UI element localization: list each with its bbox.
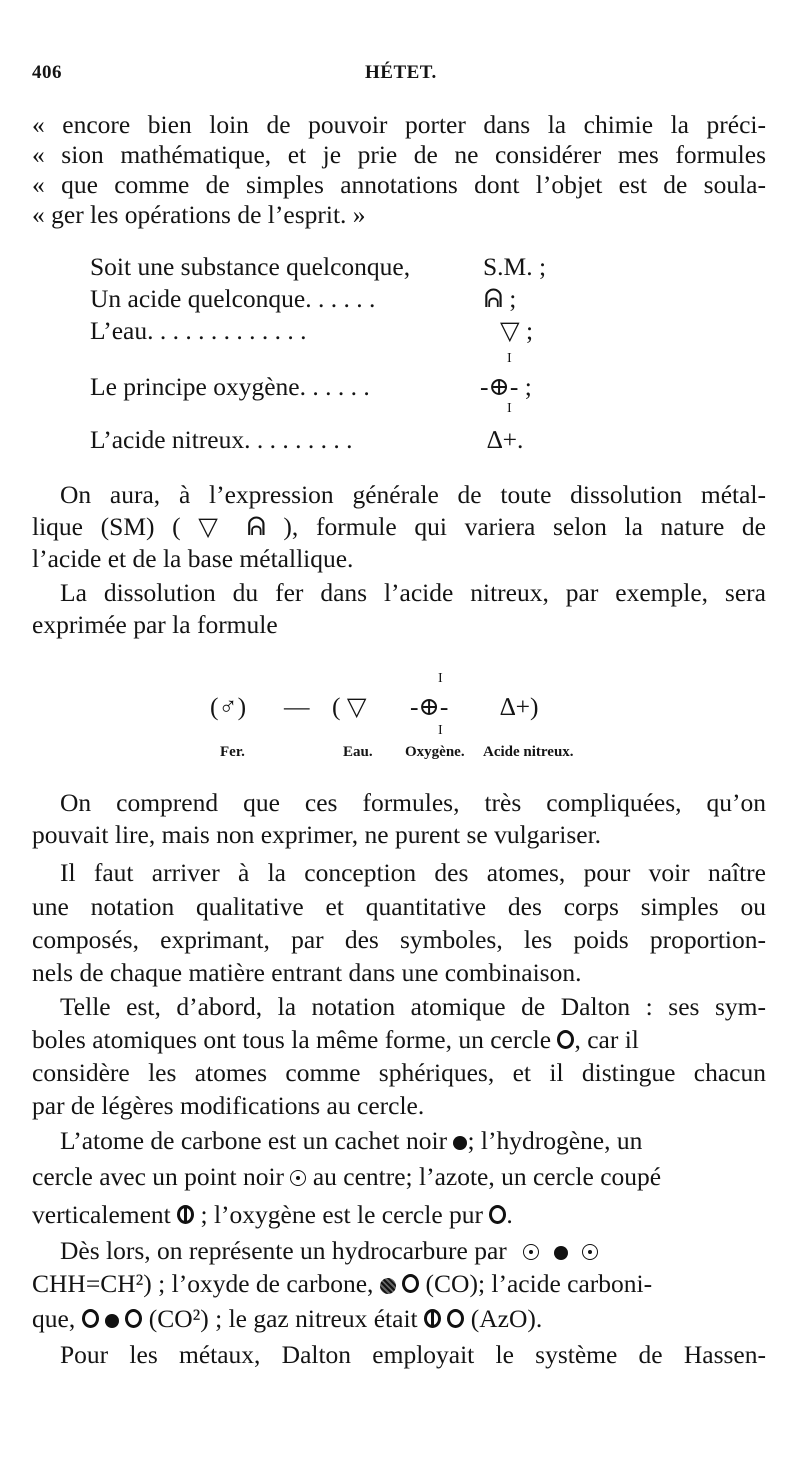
caption-fer: Fer. (220, 744, 245, 760)
open-circle-icon (557, 1030, 574, 1049)
text-line: On comprend que ces formules, très compliquées, qu’on (60, 788, 766, 817)
page-number: 406 (32, 62, 62, 83)
text-span: cercle avec un point noir (32, 1162, 285, 1191)
text-line: « encore bien loin de pouvoir porter dans la chimie la préci- (32, 110, 766, 139)
text-span: CHH=CH²) ; l’oxyde de carbone, (32, 1269, 374, 1298)
table-symbol: S.M. ; (483, 252, 547, 281)
text-line: La dissolution du fer dans l’acide nitreux, par exemple, sera (60, 578, 766, 607)
text-line: « que comme de simples annotations dont l’objet est de soula- (32, 170, 766, 199)
text-line (60, 1236, 794, 1266)
oxygen-upper-mark: I (507, 351, 512, 366)
nitrous-acid-symbol: ∆+. (487, 425, 524, 454)
text-line: Il faut arriver à la conception des atomes, pour voir naître (60, 858, 766, 887)
text-span: (CO); l’acide carboni- (425, 1269, 653, 1298)
open-circle-icon (402, 1274, 419, 1293)
open-circle-icon (125, 1309, 142, 1328)
oxygen-lower-mark: I (507, 401, 512, 416)
text-span: que, (32, 1304, 76, 1333)
text-line (32, 1200, 766, 1230)
vertical-split-circle-icon (424, 1309, 441, 1328)
text-span: Dès lors, on représente un hydrocarbure par (60, 1236, 507, 1265)
table-label: Le principe oxygène. . . . . . (90, 372, 370, 401)
table-label: L’acide nitreux. . . . . . . . . (90, 425, 353, 454)
text-span: ; l’oxygène est le cercle pur (200, 1200, 484, 1229)
hatched-circle-icon (380, 1278, 396, 1294)
open-circle-icon (447, 1309, 464, 1328)
table-label: Soit une substance quelconque, (90, 252, 411, 281)
text-line: une notation qualitative et quantitative des corps simples ou (32, 892, 766, 921)
text-line: pouvait lire, mais non exprimer, ne purent se vulgariser. (32, 820, 602, 849)
text-span: au centre; l’azote, un cercle coupé (312, 1162, 662, 1191)
text-line: Telle est, d’abord, la notation atomique de Dalton : ses sym- (60, 992, 766, 1021)
text-line: l’acide et de la base métallique. (32, 544, 354, 573)
caption-oxygene: Oxygène. (405, 744, 465, 760)
text-span: ; l’hydrogène, un (467, 1126, 643, 1155)
formula-acid: ∆+) (500, 692, 539, 721)
text-line: composés, exprimant, par des symboles, les poids proportion- (32, 925, 766, 954)
vertical-split-circle-icon (177, 1205, 194, 1224)
text-line: lique (SM) ( ▽ ᕱ ), formule qui variera selon la nature de (32, 512, 766, 541)
formula-iron: (♂) (210, 692, 247, 721)
black-dot-icon (554, 1246, 568, 1260)
text-line (32, 1162, 766, 1192)
text-span: (AzO). (470, 1304, 543, 1333)
caption-eau: Eau. (343, 744, 373, 760)
dotted-circle-icon (523, 1244, 539, 1260)
running-title: HÉTET. (365, 62, 437, 83)
text-line (32, 1304, 766, 1334)
oxygen-symbol: -⊕- ; (480, 372, 532, 401)
text-line (60, 1126, 794, 1156)
text-span: verticalement (32, 1200, 171, 1229)
text-span: L’atome de carbone est un cachet noir (60, 1126, 448, 1155)
text-line: par de légères modifications au cercle. (32, 1091, 425, 1120)
table-label: Un acide quelconque. . . . . . (90, 284, 376, 313)
text-line: exprimée par la formule (32, 610, 278, 639)
text-line: Pour les métaux, Dalton employait le système de Hassen- (60, 1340, 766, 1369)
open-circle-icon (82, 1309, 99, 1328)
text-line: On aura, à l’expression générale de toute dissolution métal- (60, 480, 766, 509)
text-line: « ger les opérations de l’esprit. » (32, 200, 366, 229)
formula-dash: — (284, 692, 310, 721)
formula-water: ( ▽ (332, 692, 367, 721)
text-span: , car il (574, 1025, 639, 1054)
open-circle-icon (489, 1205, 506, 1224)
text-line: considère les atomes comme sphériques, et il distingue chacun (32, 1058, 766, 1087)
dotted-circle-icon (582, 1244, 598, 1260)
black-dot-icon (105, 1314, 119, 1328)
dotted-circle-icon (290, 1170, 306, 1186)
acid-symbol: ᕱ ; (484, 284, 517, 313)
black-dot-icon (453, 1136, 467, 1150)
text-span: (CO²) ; le gaz nitreux était (148, 1304, 418, 1333)
table-label: L’eau. . . . . . . . . . . . . (90, 316, 307, 345)
text-line (32, 1269, 766, 1299)
formula-lower-mark: I (438, 723, 443, 738)
formula-oxygen: -⊕- (410, 692, 449, 721)
formula-upper-mark: I (438, 671, 443, 686)
text-line (32, 1025, 766, 1055)
water-symbol: ▽ ; (500, 316, 534, 345)
caption-acide: Acide nitreux. (483, 744, 574, 760)
text-line: nels de chaque matière entrant dans une combinaison. (32, 958, 582, 987)
text-span: . (506, 1200, 513, 1229)
text-span: boles atomiques ont tous la même forme, un cercle (32, 1025, 552, 1054)
text-line: « sion mathématique, et je prie de ne considérer mes formules (32, 140, 766, 169)
